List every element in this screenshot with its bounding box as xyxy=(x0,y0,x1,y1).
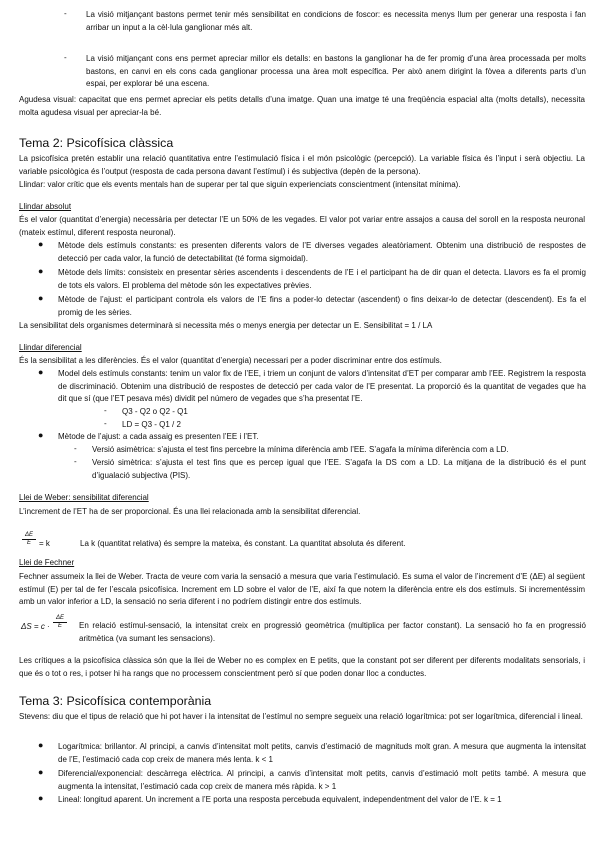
stimulus-sensation-relation: En relació estímul-sensació, la intensitat creix en progressió geomètrica (multiplica per factor constant). La sensació ho fa en progressió aritmètica (va sumant les sensacions). xyxy=(79,621,586,643)
fechner-equation-lead: ΔS = c · xyxy=(21,622,50,631)
classical-psychophysics-critiques: Les crítiques a la psicofísica clàssica són que la llei de Weber no es complex en E petits, que la constant pot ser diferent per diferents modalitats sensorials, i que és o tot o res, i potser hi ha rangs que no processem conscientment però sí que poden donar lloc a conductes. xyxy=(19,656,585,678)
bullet-dot: ● xyxy=(38,740,44,750)
weber-equation-tail: = k xyxy=(39,539,50,548)
differential-threshold-text: És la sensibilitat a les diferències. És el valor (quantitat d’energia) necessari per a poder discriminar entre dos estímuls. xyxy=(19,356,442,365)
method-constant-stimuli: Mètode dels estímuls constants: es presenten diferents valors de l’E diverses vegades aleatòriament. Obtenim una distribució de respostes de detecció per cada valor, la funció de detectabilitat (té forma sigmoidal). xyxy=(58,241,586,263)
heading-differential-threshold: Llindar diferencial xyxy=(19,343,82,352)
bullet-dot: ● xyxy=(38,266,44,276)
formula-ld: LD = Q3 - Q1 / 2 xyxy=(122,420,181,429)
asymmetric-version: Versió asimètrica: s’ajusta el test fins percebre la mínima diferència amb l’EE. S’agafa la mínima diferència com a LD. xyxy=(92,445,509,454)
section-title-tema2: Tema 2: Psicofísica clàssica xyxy=(19,136,174,150)
heading-absolute-threshold: Llindar absolut xyxy=(19,202,72,211)
bullet-dot: ● xyxy=(38,239,44,249)
fechner-law-text: Fechner assumeix la llei de Weber. Tracta de veure com varia la sensació a mesura que varia l’estimulació. Es suma el valor de l’increment d’E (ΔE) al següent estímul (E) per tal de fer l’escala psicofísica. Increment em LD sobre el valor de l’E, així fa que notem la diferència entre els dos estímuls. Si incrementéssim amb un valor inferior a LD, la sensació no seria diferent i no podríem distingir entre dos estímuls. xyxy=(19,572,585,607)
logarithmic-relation: Logarítmica: brillantor. Al principi, a canvis d’intensitat molt petits, canvis d’estimació de magnituds molt gran. A mesura que augmenta la intensitat de l’E, l’estimació cada cop creix de manera més lenta. k < 1 xyxy=(58,742,586,764)
model-constant-stimuli: Model dels estímuls constants: tenim un valor fix de l’EE, i triem un conjunt de valors d’intensitat d’ET per comparar amb l’EE. Registrem la resposta de discriminació. Obtenim una distribució de respostes de detecció per cada valor de l’E presentat. La proporció és la quantitat de vegades que ha dit que sí (que l’ET pesava més) dividit pel número de vegades que s’ha presentat l’E. xyxy=(58,369,586,404)
intro-bullet-rod-vision: La visió mitjançant bastons permet tenir més sensibilitat en condicions de foscor: es necessita menys llum per generar una resposta i fan arribar un input a la cèl·lula ganglionar més alt. xyxy=(86,10,586,32)
dash-marker: - xyxy=(104,406,107,415)
weber-explanation: La k (quantitat relativa) és sempre la mateixa, és constant. La quantitat absoluta és diferent. xyxy=(80,539,406,548)
heading-weber-law: Llei de Weber: sensibilitat diferencial xyxy=(19,493,149,502)
absolute-threshold-text: És el valor (quantitat d’energia) necessària per detectar l’E un 50% de les vegades. El valor pot variar entre assajos a causa del soroll en la resposta neuronal (mateix estímul, diferent resposta neuronal). xyxy=(19,215,585,237)
bullet-dot: ● xyxy=(38,767,44,777)
dash-marker: - xyxy=(74,457,77,466)
formula-quartiles: Q3 - Q2 o Q2 - Q1 xyxy=(122,407,188,416)
method-adjustment: Mètode de l’ajust: el participant controla els valors de l’E fins a poder-lo detectar (ascendent) o fins deixar-lo de detectar (descendent). Es fa el promig de les sèries. xyxy=(58,295,586,317)
stevens-paragraph: Stevens: diu que el tipus de relació que hi pot haver i la intensitat de l’estímul no sempre segueix una relació logarítmica: pot ser logarítmica, diferencial i lineal. xyxy=(19,712,583,721)
symmetric-version: Versió simètrica: s’ajusta el test fins que es percep igual que l’EE. S’agafa la DS com a LD. La mitjana de la distribució és el punt d’igualació subjectiva (PIS). xyxy=(92,458,586,480)
bullet-dot: ● xyxy=(38,367,44,377)
exponential-relation: Diferencial/exponencial: descàrrega elèctrica. Al principi, a canvis d’intensitat molt petits, canvis d’estimació molt petits també. A mesura que augmenta la intensitat, l’estimació cada cop creix de manera més ràpida. k > 1 xyxy=(58,769,586,791)
dash-marker: - xyxy=(64,53,67,62)
bullet-dot: ● xyxy=(38,430,44,440)
threshold-definition: Llindar: valor crític que els events mentals han de superar per tal que siguin experienciats conscientment (intensitat mínima). xyxy=(19,180,461,189)
method-limits: Mètode dels límits: consisteix en presentar sèries ascendents i descendents de l’E i el participant ha de dir quan el detecta. Llavors es fa el promig de tots els valors. El problema del mètode són les expectatives prèvies. xyxy=(58,268,586,290)
dash-marker: - xyxy=(104,419,107,428)
method-adjustment-differential: Mètode de l’ajust: a cada assaig es presenten l’EE i l’ET. xyxy=(58,432,259,441)
bullet-dot: ● xyxy=(38,793,44,803)
sensitivity-formula-text: La sensibilitat dels organismes determinarà si necessita més o menys energia per detectar un E. Sensibilitat = 1 / LA xyxy=(19,321,433,330)
heading-fechner-law: Llei de Fechner xyxy=(19,558,75,567)
bullet-dot: ● xyxy=(38,293,44,303)
linear-relation: Lineal: longitud aparent. Un increment a l’E porta una resposta percebuda equivalent, independentment del valor de l’E. k = 1 xyxy=(58,795,502,804)
weber-law-text: L’increment de l’ET ha de ser proporcional. És una llei relacionada amb la sensibilitat diferencial. xyxy=(19,507,361,516)
fechner-fraction: $\frac{\Delta E}{E}$ xyxy=(53,615,67,630)
section-title-tema3: Tema 3: Psicofísica contemporània xyxy=(19,694,212,708)
visual-acuity-paragraph: Agudesa visual: capacitat que ens permet apreciar els petits detalls d’una imatge. Quan una imatge té una freqüència espacial alta (molts detalls), necessita molta agudesa visual per apreciar-la bé. xyxy=(19,95,585,117)
dash-marker: - xyxy=(64,9,67,18)
intro-bullet-cone-vision: La visió mitjançant cons ens permet apreciar millor els detalls: en bastons la ganglionar ha de fer promig d’una àrea processada per molts bastons, en canvi en els cons cada ganglionar processa una àrea molt específica. Per això anem dirigint la fòvea a diferents parts d’un espai, per explorar bé una escena. xyxy=(86,54,586,89)
weber-fraction: $\frac{\Delta E}{E}$ xyxy=(22,532,36,547)
dash-marker: - xyxy=(74,444,77,453)
psychophysics-intro: La psicofísica pretén establir una relació quantitativa entre l’estimulació física i el món psicològic (percepció). La variable física és l’input i serà objectiu. La variable psicològica és l’output (resposta de cada persona davant l’estímul) i és subjectiva (depèn de la persona). xyxy=(19,154,585,176)
